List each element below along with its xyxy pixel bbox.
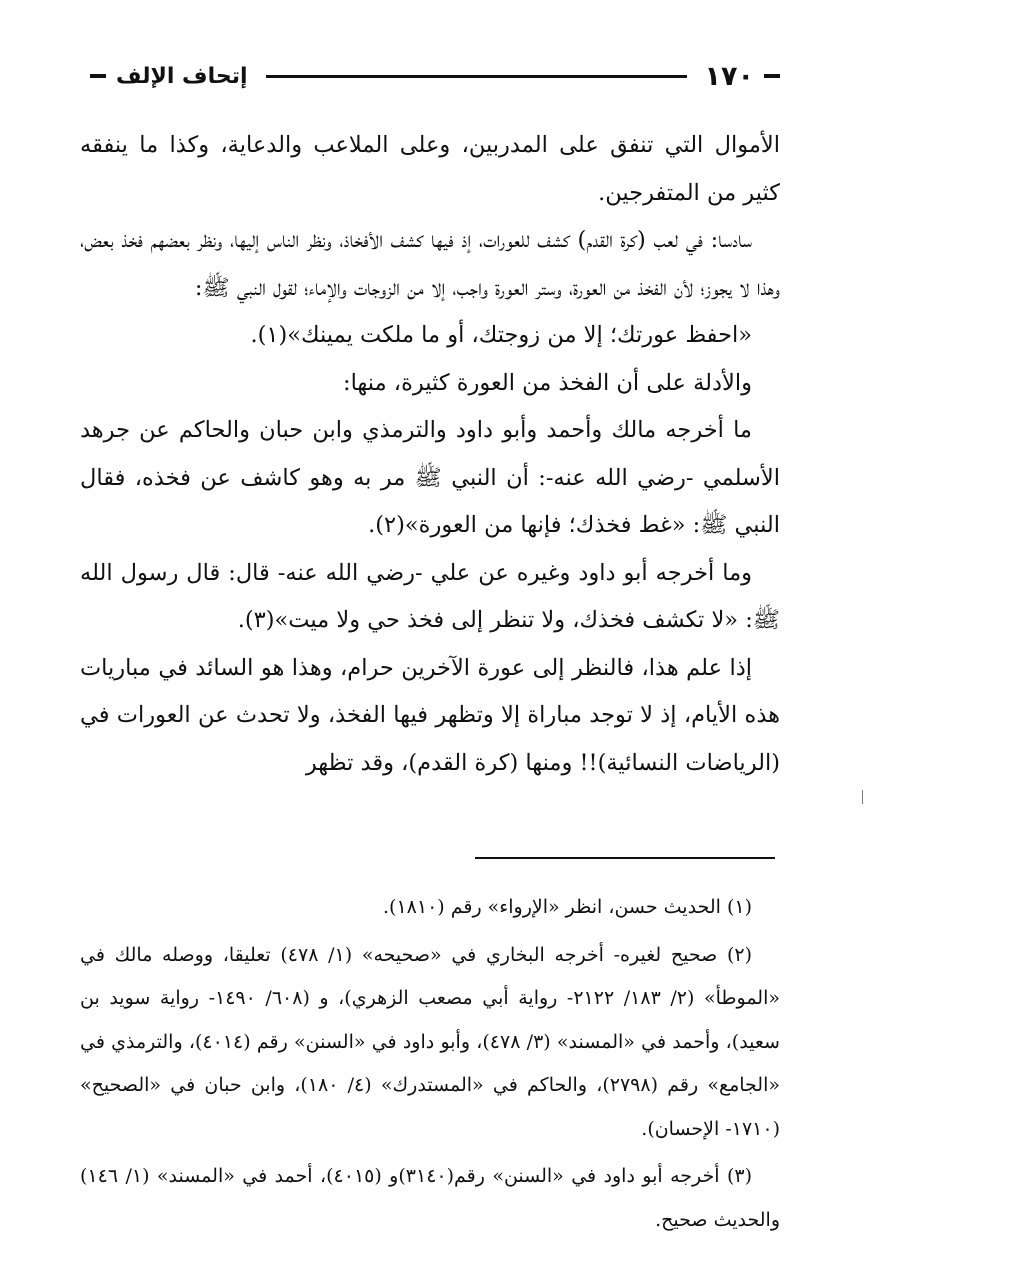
- footnote-2: (٢) صحيح لغيره- أخرجه البخاري في «صحيحه» (١/ ٤٧٨) تعليقا، ووصله مالك في «الموطأ» (٢/ ١٨٣/ ٢١٢٢- رواية أبي مصعب الزهري)، و (٦٠٨/ ١٤٩٠- رواية سويد بن سعيد)، وأحمد في «المسند» (٣/ ٤٧٨)، وأبو داود في «السنن» رقم (٤٠١٤)، والترمذي في «الجامع» رقم (٢٧٩٨)، والحاكم في «المستدرك» (٤/ ١٨٠)، وابن حبان في «الصحيح» (١٧١٠- الإحسان).: [80, 943, 780, 1140]
- footnote-separator: [475, 857, 775, 859]
- page-number: ١٧٠: [704, 60, 754, 92]
- page-header: [90, 56, 780, 96]
- footnote-3: (٣) أخرجه أبو داود في «السنن» رقم(٣١٤٠)و (٤٠١٥)، أحمد في «المسند» (١/ ١٤٦) والحديث صحيح.: [80, 1165, 780, 1231]
- margin-mark: [862, 790, 863, 804]
- footnotes: [80, 886, 780, 1246]
- footnote-1: (١) الحديث حسن، انظر «الإرواء» رقم (١٨١٠).: [383, 896, 752, 918]
- header-rule: [266, 75, 687, 78]
- paragraph-4: ما أخرجه مالك وأحمد وأبو داود والترمذي وابن حبان والحاكم عن جرهد الأسلمي -رضي الله عنه-: أن النبي ﷺ مر به وهو كاشف عن فخذه، فقال النبي ﷺ: «غط فخذك؛ فإنها من العورة»(٢).: [80, 417, 780, 538]
- main-text: [80, 122, 780, 787]
- hadith-quote-1: «احفظ عورتك؛ إلا من زوجتك، أو ما ملكت يمينك»(١).: [250, 322, 752, 348]
- header-dash-left: [90, 74, 106, 78]
- book-title: إتحاف الإلف: [116, 63, 248, 89]
- paragraph-1: الأموال التي تنفق على المدربين، وعلى الملاعب والدعاية، وكذا ما ينفقه كثير من المتفرجين.: [80, 132, 780, 206]
- paragraph-5: وما أخرجه أبو داود وغيره عن علي -رضي الله عنه- قال: قال رسول الله ﷺ: «لا تكشف فخذك، ولا تنظر إلى فخذ حي ولا ميت»(٣).: [80, 559, 780, 633]
- header-dash-right: [764, 74, 780, 78]
- paragraph-2: سادسا: في لعب (كرة القدم) كشف للعورات، إذ فيها كشف الأفخاذ، ونظر الناس إليها، ونظر بعضهم فخذ بعض، وهذا لا يجوز؛ لأن الفخذ من العورة، وستر العورة واجب، إلا من الزوجات والإماء؛ لقول النبي ﷺ:: [80, 227, 780, 301]
- paragraph-6: إذا علم هذا، فالنظر إلى عورة الآخرين حرام، وهذا هو السائد في مباريات هذه الأيام، إذ لا توجد مباراة إلا وتظهر فيها الفخذ، ولا تحدث عن العورات في (الرياضات النسائية)!! ومنها (كرة القدم)، وقد تظهر: [80, 654, 780, 776]
- paragraph-3: والأدلة على أن الفخذ من العورة كثيرة، منها:: [343, 369, 752, 396]
